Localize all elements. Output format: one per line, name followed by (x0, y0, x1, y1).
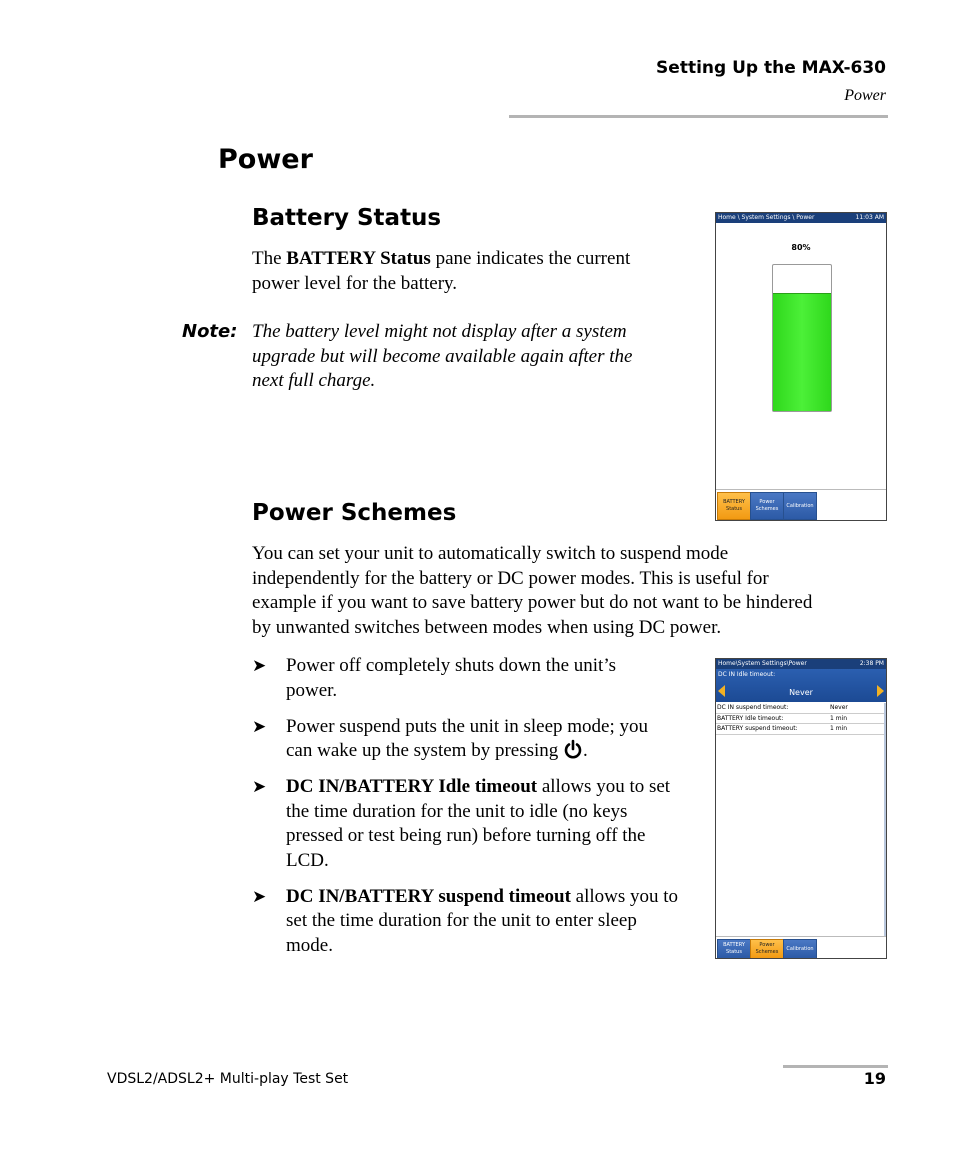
power-schemes-list (252, 654, 698, 970)
screen-titlebar (716, 659, 886, 669)
list-item: ➤ DC IN/BATTERY suspend timeout allows you to set the time duration for the unit to enter sleep mode. (252, 885, 679, 956)
screen-tab-bar (716, 489, 886, 520)
tab-power-schemes[interactable]: Power Schemes (750, 939, 784, 959)
arrow-bullet-icon: ➤ (252, 777, 267, 796)
tab-calibration[interactable]: Calibration (783, 492, 817, 520)
power-schemes-paragraph: You can set your unit to automatically switch to suspend mode independently for the battery or DC power modes. This is useful for example if you want to save battery power but do not want to be hindered by unwanted switches between modes when using DC power. (252, 543, 813, 638)
power-schemes-heading: Power Schemes (252, 500, 457, 526)
note-label: Note: (182, 321, 238, 342)
arrow-right-icon[interactable] (877, 685, 884, 697)
page-title: Power (218, 144, 313, 175)
screen-clock: 2:38 PM (859, 660, 884, 667)
row-value: Never (830, 704, 848, 711)
list-item: ➤ Power suspend puts the unit in sleep mode; you can wake up the system by pressing . (252, 715, 649, 761)
battery-status-screenshot (715, 212, 887, 521)
list-item: ➤ Power off completely shuts down the unit’s power. (252, 655, 617, 701)
tab-power-schemes[interactable]: Power Schemes (750, 492, 784, 520)
battery-status-paragraph: The BATTERY Status pane indicates the current power level for the battery. (252, 248, 631, 294)
battery-percent-label: 80% (791, 243, 811, 252)
tab-battery-status[interactable]: BATTERY Status (717, 492, 751, 520)
battery-fill (773, 293, 831, 411)
tab-battery-status[interactable]: BATTERY Status (717, 939, 751, 959)
row-label: DC IN suspend timeout: (717, 704, 789, 711)
running-header-chapter: Setting Up the MAX-630 (656, 58, 886, 78)
footer-rule (783, 1065, 888, 1068)
tab-calibration[interactable]: Calibration (783, 939, 817, 959)
screen-titlebar (716, 213, 886, 223)
running-header-section: Power (844, 87, 886, 104)
arrow-bullet-icon: ➤ (252, 656, 267, 675)
arrow-left-icon[interactable] (718, 685, 725, 697)
arrow-bullet-icon: ➤ (252, 886, 267, 906)
note-text: The battery level might not display after a system upgrade but will become available again after the next full charge. (252, 321, 633, 391)
selector-field-label: DC IN Idle timeout: (718, 671, 776, 678)
list-scrollbar[interactable] (884, 703, 886, 936)
page-number: 19 (863, 1069, 886, 1088)
footer-doc-title: VDSL2/ADSL2+ Multi-play Test Set (107, 1071, 349, 1087)
arrow-bullet-icon: ➤ (252, 716, 267, 736)
screen-breadcrumb: Home\System Settings\Power (718, 660, 807, 667)
power-schemes-screenshot (715, 658, 887, 959)
row-value: 1 min (830, 714, 848, 722)
screen-clock: 11:03 AM (855, 214, 884, 221)
table-row[interactable] (716, 724, 886, 735)
timeout-selector[interactable] (716, 669, 886, 702)
table-row[interactable] (716, 703, 886, 714)
row-value: 1 min (830, 725, 848, 732)
table-row[interactable] (716, 714, 886, 725)
row-label: BATTERY Idle timeout: (717, 714, 784, 722)
screen-tab-bar (716, 936, 886, 958)
selector-value: Never (789, 688, 813, 697)
settings-list (716, 703, 886, 735)
row-label: BATTERY suspend timeout: (717, 725, 798, 732)
list-item: ➤ DC IN/BATTERY Idle timeout allows you to set the time duration for the unit to idle (no keys pressed or test being run) before turning off the LCD. (252, 776, 671, 871)
battery-gauge (772, 264, 832, 412)
header-rule (509, 115, 888, 118)
power-button-icon (563, 739, 583, 759)
screen-breadcrumb: Home \ System Settings \ Power (718, 214, 815, 221)
battery-status-heading: Battery Status (252, 205, 442, 231)
